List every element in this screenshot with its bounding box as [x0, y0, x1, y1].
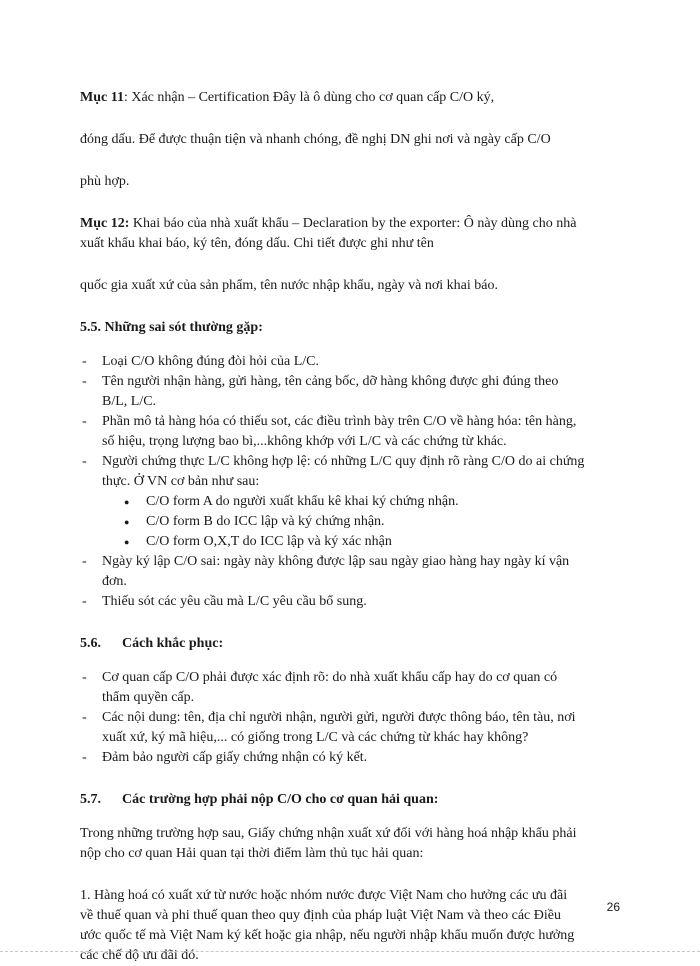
- muc11-line3: phù hợp.: [80, 174, 130, 189]
- list-item: - Cơ quan cấp C/O phải được xác định rõ: do nhà xuất khẩu cấp hay do cơ quan có thẩm quyền cấp.: [80, 668, 640, 708]
- section-5-7-point-1: 1. Hàng hoá có xuất xứ từ nước hoặc nhóm nước được Việt Nam cho hưởng các ưu đãi về thuế quan và phi thuế quan theo quy định của pháp luật Việt Nam và theo các Điều ước quốc tế mà Việt Nam ký kết hoặc gia nhập, nếu người nhập khẩu muốn được hưởng các chế độ ưu đãi đó.: [80, 888, 575, 963]
- section-5-6-heading: 5.6. Cách khắc phục:: [80, 636, 224, 651]
- page-bottom-divider: [0, 951, 700, 952]
- section-5-6-list: [80, 668, 640, 768]
- page-number: 26: [606, 900, 620, 914]
- list-item: - Đảm bảo người cấp giấy chứng nhận có ký kết.: [80, 748, 640, 768]
- muc12-line2: xuất khẩu khai báo, ký tên, đóng dấu. Chi tiết được ghi như tên: [80, 236, 434, 251]
- list-item: - Ngày ký lập C/O sai: ngày này không được lập sau ngày giao hàng hay ngày kí vận đơn.: [80, 552, 640, 592]
- list-item: - Tên người nhận hàng, gửi hàng, tên cảng bốc, dỡ hàng không được ghi đúng theo B/L, L/C.: [80, 372, 640, 412]
- bullet-item: ● C/O form O,X,T do ICC lập và ký xác nhận: [124, 532, 640, 552]
- muc12-label: Mục 12:: [80, 216, 130, 231]
- section-5-5-heading: 5.5. Những sai sót thường gặp:: [80, 320, 263, 335]
- list-item: - Thiếu sót các yêu cầu mà L/C yêu cầu bổ sung.: [80, 592, 640, 612]
- section-5-7-heading: 5.7. Các trường hợp phải nộp C/O cho cơ quan hải quan:: [80, 792, 439, 807]
- document-page: [80, 88, 640, 966]
- section-5-5-list: [80, 352, 640, 492]
- section-5-5-list-cont: [80, 552, 640, 612]
- muc12-line1: Mục 12: Khai báo của nhà xuất khẩu – Declaration by the exporter: Ô này dùng cho nhà: [80, 216, 577, 231]
- list-item: - Phần mô tả hàng hóa có thiếu sot, các điều trình bày trên C/O về hàng hóa: tên hàng, số hiệu, trọng lượng bao bì,...không khớp với L/C và các chứng từ khác.: [80, 412, 640, 452]
- co-form-bullets: [80, 492, 640, 552]
- list-item: - Các nội dung: tên, địa chỉ người nhận, người gửi, người được thông báo, tên tàu, nơi xuất xứ, ký mã hiệu,... có giống trong L/C và các chứng từ khác hay không?: [80, 708, 640, 748]
- muc11-line2: đóng dấu. Để được thuận tiện và nhanh chóng, đề nghị DN ghi nơi và ngày cấp C/O: [80, 132, 551, 147]
- bullet-item: ● C/O form A do người xuất khẩu kê khai ký chứng nhận.: [124, 492, 640, 512]
- muc11-label: Mục 11: [80, 90, 124, 105]
- bullet-item: ● C/O form B do ICC lập và ký chứng nhận.: [124, 512, 640, 532]
- muc11-line1: Mục 11: Xác nhận – Certification Đây là ô dùng cho cơ quan cấp C/O ký,: [80, 90, 495, 105]
- list-item: - Loại C/O không đúng đòi hỏi của L/C.: [80, 352, 640, 372]
- list-item: - Người chứng thực L/C không hợp lệ: có những L/C quy định rõ ràng C/O do ai chứng thực. Ở VN cơ bản như sau:: [80, 452, 640, 492]
- section-5-7-intro: Trong những trường hợp sau, Giấy chứng nhận xuất xứ đối với hàng hoá nhập khẩu phải nộp cho cơ quan Hải quan tại thời điểm làm thủ tục hải quan:: [80, 826, 577, 861]
- muc12-line3: quốc gia xuất xứ của sản phẩm, tên nước nhập khẩu, ngày và nơi khai báo.: [80, 278, 498, 293]
